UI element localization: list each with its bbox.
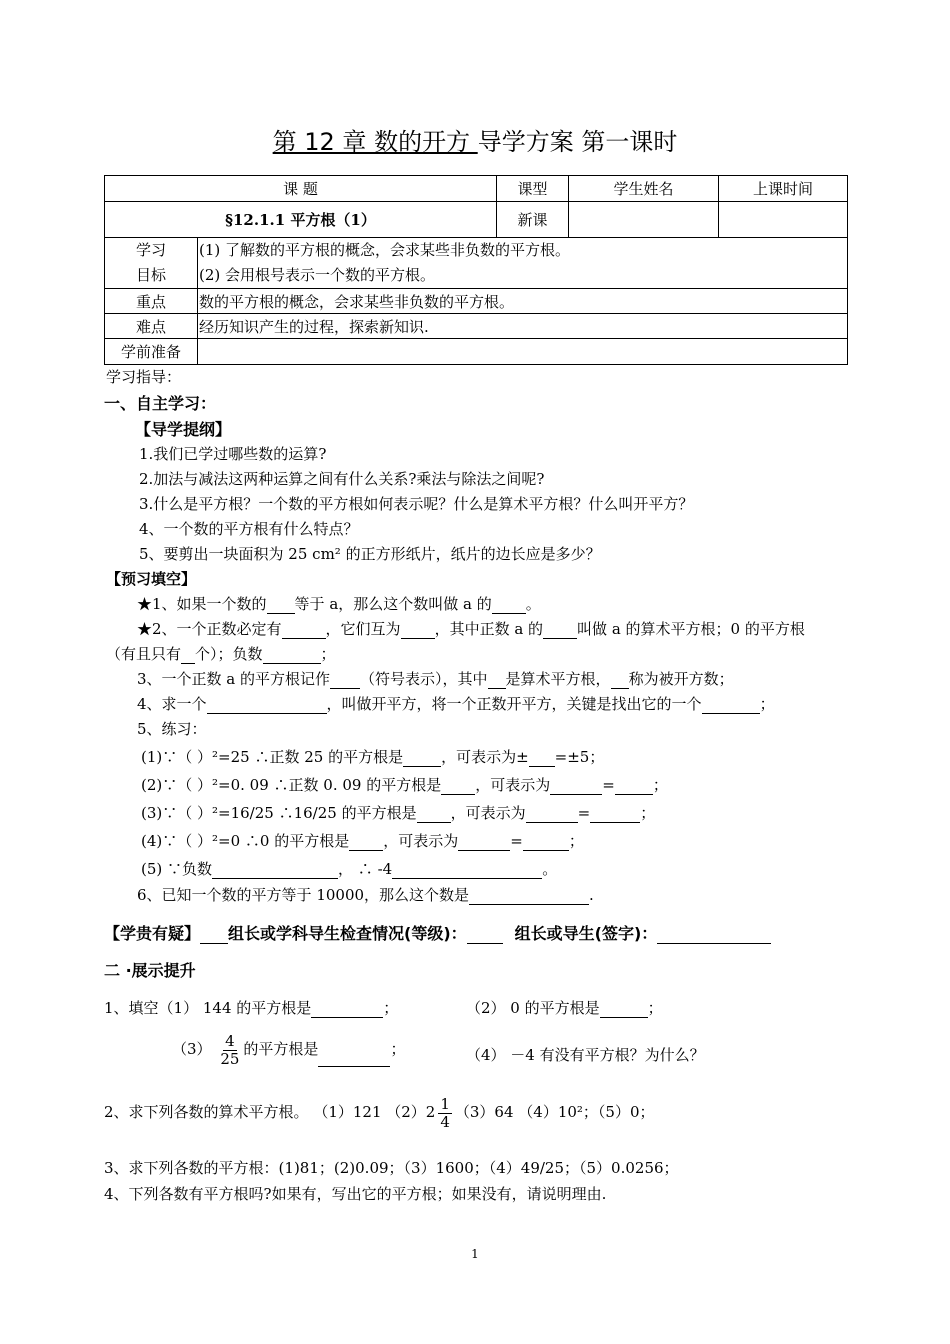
p1-text-a: (1)∵（ ）²=25 ∴正数 25 的平方根是: [141, 748, 404, 766]
blank[interactable]: [349, 834, 383, 851]
fraction-numerator: 4: [225, 1032, 235, 1050]
fill2b-text-a: （有且只有: [106, 645, 182, 663]
page-title: [0, 122, 950, 157]
p4-text-b: ，可表示为: [383, 832, 459, 850]
practice-2: [141, 774, 668, 795]
p5-text-a: (5) ∵负数: [141, 860, 213, 878]
blank[interactable]: [318, 1050, 390, 1067]
preview-title: 【预习填空】: [106, 570, 197, 588]
p3-text-a: (3)∵（ ）²=16/25 ∴16/25 的平方根是: [141, 804, 417, 822]
difficulty-label: 难点: [105, 314, 198, 339]
goal-1: (1) 了解数的平方根的概念，会求某些非负数的平方根。: [199, 241, 571, 259]
fraction-1-4: [438, 1096, 452, 1130]
blank[interactable]: [181, 647, 195, 664]
question-2: [104, 1096, 655, 1130]
fill1-text-a: ★1、如果一个数的: [137, 595, 267, 613]
practice-title: 5、练习：: [137, 720, 207, 738]
q2-pre: 2、求下列各数的算术平方根。 （1）121 （2）2: [104, 1103, 436, 1121]
fraction-denominator: 25: [220, 1049, 240, 1068]
q1c-post: 的平方根是: [243, 1040, 319, 1058]
question-1b: [466, 997, 663, 1018]
blank[interactable]: [469, 888, 589, 905]
goal-content: [198, 238, 848, 289]
difficulty-content: 经历知识产生的过程，探索新知识.: [198, 314, 848, 339]
blank[interactable]: [615, 778, 653, 795]
blank[interactable]: [200, 924, 228, 944]
blank[interactable]: [311, 1001, 383, 1018]
blank[interactable]: [523, 834, 569, 851]
title-chapter: 第 12 章 数的开方: [272, 128, 478, 156]
p3-text-b: ，可表示为: [450, 804, 526, 822]
question-1a: [104, 997, 398, 1018]
question-6: [137, 884, 594, 905]
fill4-text-a: 4、求一个: [137, 695, 207, 713]
q2-post: （3）64 （4）10²；（5）0；: [454, 1103, 655, 1121]
practice-3: [141, 802, 655, 823]
goal-label-1: 学习: [135, 241, 166, 259]
goal-label-2: 目标: [135, 266, 166, 284]
q1c-pre: （3）: [172, 1040, 212, 1058]
fill3-text-c: 是算术平方根，: [505, 670, 611, 688]
fill3-text-d: 称为被开方数；: [628, 670, 734, 688]
section1-heading: 一、自主学习：: [104, 394, 217, 413]
blank[interactable]: [590, 806, 640, 823]
p3-text-d: ；: [640, 804, 656, 822]
outline-item: 4、一个数的平方根有什么特点？: [139, 520, 359, 538]
lesson-topic: §12.1.1 平方根（1）: [105, 202, 497, 238]
fraction-4-25: [220, 1033, 239, 1067]
header-type: 课型: [497, 176, 569, 202]
p4-text-d: ；: [568, 832, 584, 850]
q1b-end: ；: [647, 999, 663, 1017]
student-name-cell[interactable]: [569, 202, 719, 238]
fill-item-2-cont: [106, 643, 336, 664]
outline-item: 5、要剪出一块面积为 25 cm² 的正方形纸片，纸片的边长应是多少？: [139, 545, 601, 563]
blank[interactable]: [263, 647, 321, 664]
practice-5: [141, 858, 557, 879]
check-sign-label: 组长或导生(签字)：: [514, 924, 658, 943]
blank[interactable]: [611, 672, 629, 689]
blank[interactable]: [543, 622, 577, 639]
fill2-text-a: ★2、一个正数必定有: [137, 620, 282, 638]
p1-text-c: =±5；: [554, 748, 605, 766]
key-content: 数的平方根的概念，会求某些非负数的平方根。: [198, 289, 848, 314]
fill1-text-b: 等于 a，那么这个数叫做 a 的: [294, 595, 492, 613]
outline-item: 3.什么是平方根？一个数的平方根如何表示呢？什么是算术平方根？什么叫开平方？: [139, 495, 694, 513]
prep-content[interactable]: [198, 339, 848, 365]
p4-text-c: =: [510, 832, 523, 850]
fill3-text-a: 3、一个正数 a 的平方根记作: [137, 670, 331, 688]
outline-item: 2.加法与减法这两种运算之间有什么关系?乘法与除法之间呢?: [139, 470, 545, 488]
outline-item: 1.我们已学过哪些数的运算?: [139, 445, 327, 463]
blank[interactable]: [330, 672, 360, 689]
blank[interactable]: [403, 750, 441, 767]
fill-item-1: [137, 593, 541, 614]
p2-text-c: =: [602, 776, 615, 794]
section2-heading: 二 ·展示提升: [104, 961, 196, 980]
fill4-text-b: ，叫做开平方，将一个正数开平方，关键是找出它的一个: [326, 695, 702, 713]
fill2b-text-b: 个）；负数: [195, 645, 263, 663]
header-topic: 课 题: [105, 176, 497, 202]
p2-text-a: (2)∵（ ）²=0. 09 ∴正数 0. 09 的平方根是: [141, 776, 442, 794]
practice-1: [141, 746, 604, 767]
q6-text-a: 6、已知一个数的平方等于 10000，那么这个数是: [137, 886, 470, 904]
blank[interactable]: [207, 697, 327, 714]
question-1c: [172, 1033, 405, 1067]
goal-2: (2) 会用根号表示一个数的平方根。: [199, 266, 436, 284]
guide-label: 学习指导：: [106, 368, 182, 386]
fill4-text-c: ；: [759, 695, 775, 713]
q6-text-b: .: [589, 886, 594, 904]
blank[interactable]: [401, 622, 435, 639]
check-label: 【学贵有疑】: [104, 924, 201, 943]
fill2-text-d: 叫做 a 的算术平方根；0 的平方根: [577, 620, 805, 638]
lesson-info-table: [104, 175, 848, 365]
fill1-text-c: 。: [525, 595, 541, 613]
q1b-text: （2） 0 的平方根是: [466, 999, 600, 1017]
q1c-end: ；: [390, 1040, 406, 1058]
fill-item-4: [137, 693, 775, 714]
p5-text-b: ， ∴ -4: [338, 860, 393, 878]
fill2-text-b: ，它们互为: [325, 620, 401, 638]
blank[interactable]: [267, 597, 295, 614]
blank[interactable]: [702, 697, 760, 714]
practice-4: [141, 830, 584, 851]
header-student: 学生姓名: [569, 176, 719, 202]
p5-text-c: 。: [542, 860, 558, 878]
blank[interactable]: [600, 1001, 648, 1018]
blank[interactable]: [488, 672, 506, 689]
question-1d: （4） －4 有没有平方根？为什么？: [466, 1046, 705, 1064]
blank[interactable]: [212, 862, 338, 879]
title-plan: 导学方案 第一课时: [477, 128, 678, 156]
fill2b-text-c: ；: [320, 645, 336, 663]
page-number: 1: [471, 1247, 479, 1261]
header-time: 上课时间: [719, 176, 848, 202]
blank[interactable]: [282, 622, 326, 639]
blank[interactable]: [526, 806, 578, 823]
blank[interactable]: [441, 778, 475, 795]
blank[interactable]: [467, 924, 503, 944]
key-label: 重点: [105, 289, 198, 314]
p2-text-d: ；: [652, 776, 668, 794]
p1-text-b: ，可表示为±: [441, 748, 529, 766]
p4-text-a: (4)∵（ ）²=0 ∴0 的平方根是: [141, 832, 350, 850]
fraction-denominator: 4: [440, 1112, 450, 1131]
fill2-text-c: ，其中正数 a 的: [434, 620, 544, 638]
p2-text-b: ，可表示为: [475, 776, 551, 794]
q1a-text: 1、填空（1） 144 的平方根是: [104, 999, 312, 1017]
check-line: [104, 921, 771, 944]
goal-label: [105, 238, 198, 289]
p3-text-c: =: [577, 804, 591, 822]
blank[interactable]: [529, 750, 555, 767]
fill-item-2: [137, 618, 805, 639]
prep-label: 学前准备: [105, 339, 198, 365]
signature-blank[interactable]: [657, 924, 771, 944]
blank[interactable]: [550, 778, 602, 795]
fill-item-3: [137, 668, 734, 689]
class-time-cell[interactable]: [719, 202, 848, 238]
blank[interactable]: [492, 597, 526, 614]
outline-title: 【导学提纲】: [135, 420, 232, 439]
question-3: 3、求下列各数的平方根：(1)81；(2)0.09；（3）1600；（4）49/25；（5）0.0256；: [104, 1159, 679, 1177]
question-4: 4、下列各数有平方根吗?如果有，写出它的平方根；如果没有，请说明理由.: [104, 1185, 607, 1203]
fill3-text-b: （符号表示），其中: [360, 670, 488, 688]
blank[interactable]: [392, 862, 542, 879]
q1a-end: ；: [383, 999, 399, 1017]
check-grade-label: 组长或学科导生检查情况(等级)：: [228, 924, 467, 943]
blank[interactable]: [458, 834, 510, 851]
blank[interactable]: [417, 806, 451, 823]
lesson-type: 新课: [497, 202, 569, 238]
fraction-numerator: 1: [440, 1095, 450, 1113]
